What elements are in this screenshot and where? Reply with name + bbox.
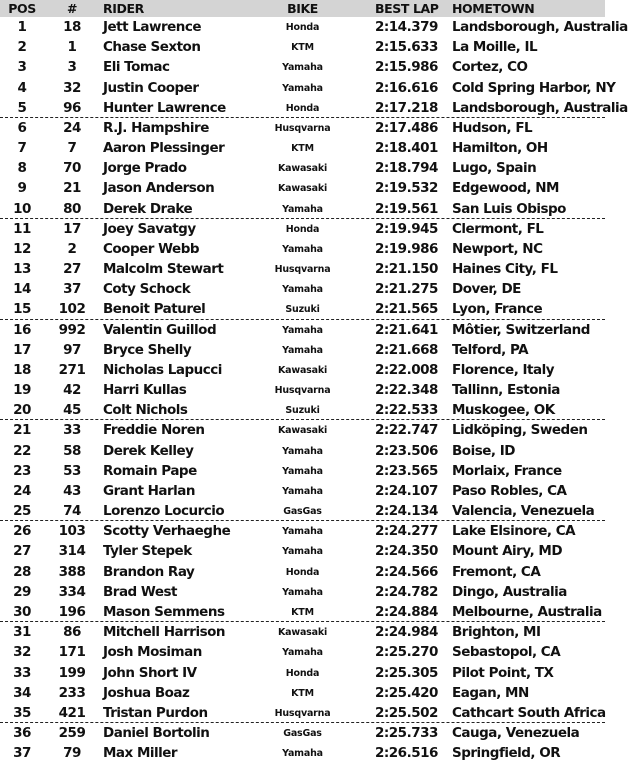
best-lap-cell: 2:24.350 [375,543,438,560]
position-cell: 3 [17,59,27,76]
rider-cell: Joshua Boaz [103,684,190,701]
position-cell: 34 [13,684,31,701]
table-row [0,501,605,521]
number-cell: 96 [63,99,81,116]
position-cell: 13 [13,261,31,278]
table-row [0,118,605,138]
best-lap-cell: 2:24.277 [375,523,438,540]
bike-cell: Yamaha [282,526,323,538]
bike-cell: KTM [291,606,314,618]
rider-cell: Joey Savatgy [103,220,196,237]
hometown-cell: Cortez, CO [452,59,528,76]
bike-cell: Honda [285,667,320,679]
table-row [0,541,605,561]
number-cell: 53 [63,462,81,479]
rider-cell: Jason Anderson [103,180,215,197]
position-cell: 22 [13,442,31,459]
bike-cell: KTM [291,42,314,54]
rider-cell: Brad West [103,583,177,600]
best-lap-cell: 2:23.506 [375,442,438,459]
rider-cell: Mitchell Harrison [103,624,226,641]
best-lap-cell: 2:19.561 [375,200,438,217]
position-cell: 24 [13,482,31,499]
number-cell: 421 [58,704,86,721]
number-cell: 171 [58,644,86,661]
hometown-cell: Haines City, FL [452,261,558,278]
table-row [0,239,605,259]
number-cell: 80 [63,200,81,217]
table-row [0,582,605,602]
bike-cell: Kawasaki [278,425,327,437]
hometown-cell: Fremont, CA [452,563,541,580]
number-cell: 32 [63,79,81,96]
hometown-cell: Paso Robles, CA [452,482,567,499]
bike-cell: GasGas [283,506,322,518]
number-cell: 37 [63,281,81,298]
rider-cell: Derek Kelley [103,442,194,459]
bike-cell: Honda [285,102,320,114]
best-lap-cell: 2:26.516 [375,745,438,762]
rider-cell: Romain Pape [103,462,197,479]
rider-cell: Coty Schock [103,281,191,298]
hometown-cell: Boise, ID [452,442,515,459]
best-lap-cell: 2:22.008 [375,361,438,378]
table-row [0,138,605,158]
bike-cell: Kawasaki [278,183,327,195]
rider-cell: Josh Mosiman [103,644,202,661]
position-cell: 23 [13,462,31,479]
best-lap-cell: 2:25.270 [375,644,438,661]
table-row [0,340,605,360]
bike-cell: Husqvarna [274,264,331,276]
rider-cell: Tristan Purdon [103,704,208,721]
hometown-cell: San Luis Obispo [452,200,566,217]
rider-cell: Brandon Ray [103,563,195,580]
best-lap-cell: 2:21.641 [375,321,438,338]
header-best-lap: BEST LAP [375,1,439,16]
table-row [0,683,605,703]
bike-cell: Yamaha [282,546,323,558]
number-cell: 70 [63,160,81,177]
best-lap-cell: 2:23.565 [375,462,438,479]
number-cell: 992 [58,321,86,338]
best-lap-cell: 2:19.986 [375,240,438,257]
bike-cell: KTM [291,687,314,699]
header-hometown: HOMETOWN [452,1,535,16]
best-lap-cell: 2:24.884 [375,603,438,620]
rider-cell: Benoit Paturel [103,301,206,318]
bike-cell: Husqvarna [274,122,331,134]
bike-cell: Yamaha [282,243,323,255]
position-cell: 30 [13,603,31,620]
best-lap-cell: 2:21.275 [375,281,438,298]
rider-cell: Valentin Guillod [103,321,217,338]
position-cell: 36 [13,725,31,742]
bike-cell: Husqvarna [274,385,331,397]
bike-cell: Kawasaki [278,627,327,639]
position-cell: 35 [13,704,31,721]
rider-cell: Hunter Lawrence [103,99,226,116]
hometown-cell: Sebastopol, CA [452,644,561,661]
table-row [0,663,605,683]
number-cell: 27 [63,261,81,278]
hometown-cell: Dover, DE [452,281,521,298]
hometown-cell: Florence, Italy [452,361,555,378]
position-cell: 28 [13,563,31,580]
best-lap-cell: 2:14.379 [375,19,438,35]
position-cell: 31 [13,624,31,641]
table-row [0,622,605,642]
hometown-cell: Melbourne, Australia [452,603,602,620]
rider-cell: Derek Drake [103,200,193,217]
position-cell: 18 [13,361,31,378]
hometown-cell: Landsborough, Australia [452,99,628,116]
position-cell: 1 [17,19,27,35]
best-lap-cell: 2:15.986 [375,59,438,76]
position-cell: 26 [13,523,31,540]
rider-cell: Justin Cooper [103,79,199,96]
hometown-cell: Valencia, Venezuela [452,503,595,520]
header-pos: POS [8,1,36,16]
rider-cell: Grant Harlan [103,482,196,499]
number-cell: 74 [63,503,81,520]
rider-cell: Malcolm Stewart [103,261,224,278]
number-cell: 79 [63,745,81,762]
bike-cell: KTM [291,143,314,155]
hometown-cell: Hamilton, OH [452,140,548,157]
position-cell: 2 [17,39,27,56]
rider-cell: Max Miller [103,745,178,762]
hometown-cell: Muskogee, OK [452,402,555,419]
number-cell: 388 [58,563,86,580]
position-cell: 32 [13,644,31,661]
position-cell: 8 [17,160,27,177]
position-cell: 6 [17,119,27,136]
number-cell: 7 [67,140,77,157]
hometown-cell: La Moille, IL [452,39,538,56]
number-cell: 21 [63,180,81,197]
table-row [0,481,605,501]
position-cell: 16 [13,321,31,338]
bike-cell: Kawasaki [278,163,327,175]
position-cell: 29 [13,583,31,600]
number-cell: 33 [63,422,81,439]
rider-cell: Lorenzo Locurcio [103,503,225,520]
position-cell: 27 [13,543,31,560]
bike-cell: Suzuki [285,405,320,417]
best-lap-cell: 2:25.420 [375,684,438,701]
number-cell: 314 [58,543,86,560]
hometown-cell: Hudson, FL [452,119,533,136]
table-row [0,259,605,279]
rider-cell: R.J. Hampshire [103,119,209,136]
hometown-cell: Edgewood, NM [452,180,559,197]
best-lap-cell: 2:24.782 [375,583,438,600]
number-cell: 97 [63,341,81,358]
table-row [0,441,605,461]
table-row [0,320,605,340]
table-row [0,562,605,582]
table-row [0,521,605,541]
number-cell: 86 [63,624,81,641]
table-row [0,219,605,239]
best-lap-cell: 2:24.134 [375,503,438,520]
rider-cell: Colt Nichols [103,402,188,419]
hometown-cell: Môtier, Switzerland [452,321,590,338]
hometown-cell: Newport, NC [452,240,543,257]
rider-cell: Jorge Prado [103,160,187,177]
hometown-cell: Cold Spring Harbor, NY [452,79,616,96]
hometown-cell: Clermont, FL [452,220,544,237]
bike-cell: Honda [285,22,320,33]
number-cell: 102 [58,301,86,318]
table-row [0,360,605,380]
number-cell: 3 [67,59,77,76]
table-row [0,703,605,723]
best-lap-cell: 2:19.945 [375,220,438,237]
position-cell: 9 [17,180,27,197]
best-lap-cell: 2:22.747 [375,422,438,439]
table-header [0,0,605,17]
bike-cell: Yamaha [282,284,323,296]
bike-cell: Yamaha [282,324,323,336]
number-cell: 1 [67,39,77,56]
table-row [0,37,605,57]
best-lap-cell: 2:16.616 [375,79,438,96]
bike-cell: Yamaha [282,465,323,477]
rider-cell: Harri Kullas [103,382,187,399]
bike-cell: Yamaha [282,445,323,457]
hometown-cell: Lake Elsinore, CA [452,523,576,540]
hometown-cell: Cauga, Venezuela [452,725,580,742]
best-lap-cell: 2:24.107 [375,482,438,499]
table-row [0,279,605,299]
rider-cell: Chase Sexton [103,39,201,56]
rider-cell: Scotty Verhaeghe [103,523,231,540]
table-row [0,602,605,622]
rider-cell: John Short IV [103,664,197,681]
bike-cell: Yamaha [282,647,323,659]
position-cell: 17 [13,341,31,358]
table-row [0,98,628,118]
table-row [0,380,605,400]
table-row [0,158,605,178]
position-cell: 11 [13,220,31,237]
number-cell: 18 [63,19,81,35]
best-lap-cell: 2:17.486 [375,119,438,136]
rider-cell: Cooper Webb [103,240,200,257]
table-row [0,642,605,662]
best-lap-cell: 2:25.305 [375,664,438,681]
number-cell: 233 [58,684,86,701]
table-row [0,78,616,98]
hometown-cell: Landsborough, Australia [452,19,628,35]
number-cell: 2 [67,240,77,257]
hometown-cell: Brighton, MI [452,624,541,641]
position-cell: 25 [13,503,31,520]
number-cell: 17 [63,220,81,237]
best-lap-cell: 2:15.633 [375,39,438,56]
rider-cell: Eli Tomac [103,59,170,76]
rider-cell: Jett Lawrence [103,19,202,35]
position-cell: 12 [13,240,31,257]
best-lap-cell: 2:21.668 [375,341,438,358]
hometown-cell: Pilot Point, TX [452,664,554,681]
bike-cell: Suzuki [285,304,320,316]
number-cell: 43 [63,482,81,499]
best-lap-cell: 2:25.733 [375,725,438,742]
rider-cell: Freddie Noren [103,422,205,439]
number-cell: 259 [58,725,86,742]
position-cell: 33 [13,664,31,681]
number-cell: 199 [58,664,86,681]
table-row [0,178,605,198]
header-number: # [66,1,78,16]
best-lap-cell: 2:22.533 [375,402,438,419]
position-cell: 10 [13,200,31,217]
bike-cell: Honda [285,566,320,578]
best-lap-cell: 2:24.984 [375,624,438,641]
table-row [0,400,605,420]
rider-cell: Mason Semmens [103,603,225,620]
best-lap-cell: 2:18.794 [375,160,438,177]
best-lap-cell: 2:22.348 [375,382,438,399]
header-rider: RIDER [103,1,144,16]
header-bike: BIKE [287,1,318,16]
table-row [0,199,605,219]
hometown-cell: Mount Airy, MD [452,543,563,560]
best-lap-cell: 2:21.565 [375,301,438,318]
position-cell: 7 [17,140,27,157]
rider-cell: Bryce Shelly [103,341,192,358]
position-cell: 37 [13,745,31,762]
rider-cell: Tyler Stepek [103,543,192,560]
best-lap-cell: 2:18.401 [375,140,438,157]
table-row [0,723,605,743]
position-cell: 5 [17,99,27,116]
table-row [0,461,605,481]
hometown-cell: Morlaix, France [452,462,562,479]
table-row [0,299,605,319]
number-cell: 45 [63,402,81,419]
hometown-cell: Dingo, Australia [452,583,567,600]
number-cell: 271 [58,361,86,378]
bike-cell: Yamaha [282,748,323,760]
number-cell: 42 [63,382,81,399]
position-cell: 20 [13,402,31,419]
bike-cell: Honda [285,223,320,235]
bike-cell: Yamaha [282,62,323,74]
number-cell: 103 [58,523,86,540]
results-table [0,17,628,763]
bike-cell: Yamaha [282,586,323,598]
position-cell: 15 [13,301,31,318]
number-cell: 24 [63,119,81,136]
bike-cell: GasGas [283,728,322,740]
bike-cell: Yamaha [282,82,323,94]
hometown-cell: Cathcart South Africa [452,704,606,721]
bike-cell: Kawasaki [278,364,327,376]
number-cell: 196 [58,603,86,620]
hometown-cell: Telford, PA [452,341,529,358]
position-cell: 21 [13,422,31,439]
table-row [0,57,605,77]
table-row [0,420,605,440]
bike-cell: Husqvarna [274,707,331,719]
hometown-cell: Tallinn, Estonia [452,382,560,399]
best-lap-cell: 2:24.566 [375,563,438,580]
rider-cell: Nicholas Lapucci [103,361,222,378]
bike-cell: Yamaha [282,485,323,497]
rider-cell: Daniel Bortolin [103,725,210,742]
best-lap-cell: 2:17.218 [375,99,438,116]
hometown-cell: Springfield, OR [452,745,561,762]
hometown-cell: Lidköping, Sweden [452,422,588,439]
best-lap-cell: 2:19.532 [375,180,438,197]
number-cell: 334 [58,583,86,600]
bike-cell: Yamaha [282,203,323,215]
hometown-cell: Lugo, Spain [452,160,537,177]
hometown-cell: Eagan, MN [452,684,529,701]
table-row [0,17,628,37]
position-cell: 19 [13,382,31,399]
position-cell: 14 [13,281,31,298]
best-lap-cell: 2:25.502 [375,704,438,721]
best-lap-cell: 2:21.150 [375,261,438,278]
table-row [0,743,605,763]
bike-cell: Yamaha [282,344,323,356]
position-cell: 4 [17,79,27,96]
hometown-cell: Lyon, France [452,301,543,318]
rider-cell: Aaron Plessinger [103,140,225,157]
number-cell: 58 [63,442,81,459]
